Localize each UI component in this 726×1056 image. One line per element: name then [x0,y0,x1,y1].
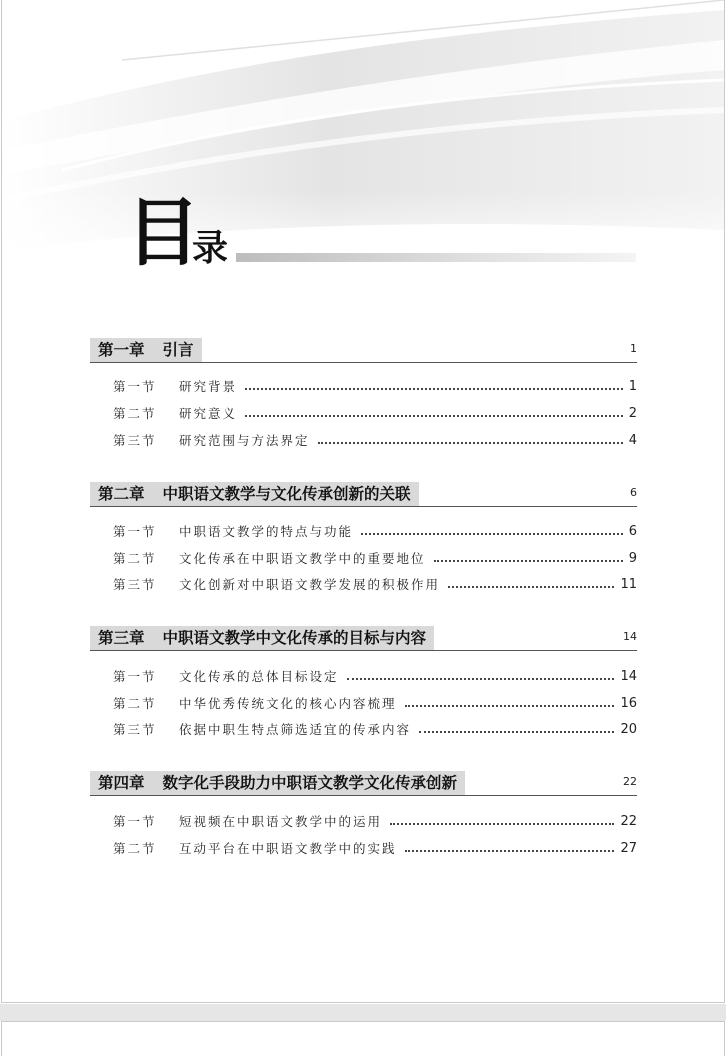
chapter-heading[interactable] [90,482,637,507]
section-entry[interactable] [113,403,637,423]
leader-dots [245,415,623,417]
section-entry[interactable] [113,574,637,594]
section-number: 第三节 [113,433,157,448]
section-page-number: 4 [628,432,637,448]
section-title: 研究意义 [179,406,238,421]
section-number: 第二节 [113,406,157,421]
section-number: 第二节 [113,841,157,856]
leader-dots [405,705,615,707]
section-page-number: 9 [628,550,637,566]
leader-dots [434,560,623,562]
section-number: 第一节 [113,669,157,684]
chapter-title: 中职语文教学中文化传承的目标与内容 [162,629,427,647]
section-entry[interactable] [113,430,637,450]
section-title: 文化传承在中职语文教学中的重要地位 [179,551,426,566]
section-page-number: 16 [620,695,637,711]
chapter-number: 第一章 [98,341,145,359]
toc-page [1,0,725,1003]
section-title: 中职语文教学的特点与功能 [179,524,354,539]
title-underline-bar [236,253,636,262]
leader-dots [448,586,614,588]
toc-title-main-char: 目 [126,190,200,276]
chapter-number: 第三章 [98,629,145,647]
next-page-edge [1,1021,725,1056]
toc-title-second-char: 录 [192,227,229,269]
chapter-label [90,338,202,362]
leader-dots [245,388,623,390]
section-number: 第三节 [113,577,157,592]
chapter-page-number: 22 [623,775,637,788]
chapter-title: 中职语文教学与文化传承创新的关联 [162,485,411,503]
header-swoosh-decoration [2,0,724,270]
chapter-label [90,771,465,795]
section-page-number: 14 [620,668,637,684]
chapter-number: 第二章 [98,485,145,503]
section-page-number: 1 [628,378,637,394]
leader-dots [405,850,615,852]
section-title: 互动平台在中职语文教学中的实践 [179,841,397,856]
chapter-heading[interactable] [90,771,637,796]
section-page-number: 20 [620,721,637,737]
section-title: 文化传承的总体目标设定 [179,669,339,684]
section-title: 短视频在中职语文教学中的运用 [179,814,383,829]
section-page-number: 27 [620,840,637,856]
section-entry[interactable] [113,521,637,541]
section-number: 第一节 [113,524,157,539]
section-entry[interactable] [113,719,637,739]
section-entry[interactable] [113,376,637,396]
section-title: 研究范围与方法界定 [179,433,310,448]
section-page-number: 11 [620,576,637,592]
chapter-label [90,482,419,506]
leader-dots [419,731,614,733]
section-entry[interactable] [113,838,637,858]
section-page-number: 22 [620,813,637,829]
section-title: 中华优秀传统文化的核心内容梳理 [179,696,397,711]
page-separator [0,1004,726,1021]
section-number: 第二节 [113,551,157,566]
section-title: 研究背景 [179,379,238,394]
chapter-heading[interactable] [90,338,637,363]
chapter-number: 第四章 [98,774,145,792]
chapter-page-number: 6 [630,486,637,499]
section-entry[interactable] [113,548,637,568]
section-number: 第三节 [113,722,157,737]
chapter-label [90,626,434,650]
section-entry[interactable] [113,693,637,713]
section-title: 文化创新对中职语文教学发展的积极作用 [179,577,441,592]
section-number: 第一节 [113,379,157,394]
chapter-title: 数字化手段助力中职语文教学文化传承创新 [162,774,458,792]
chapter-title: 引言 [162,341,194,359]
chapter-heading[interactable] [90,626,637,651]
section-number: 第一节 [113,814,157,829]
section-number: 第二节 [113,696,157,711]
section-page-number: 6 [628,523,637,539]
chapter-page-number: 14 [623,630,637,643]
leader-dots [361,533,623,535]
section-title: 依据中职生特点筛选适宜的传承内容 [179,722,412,737]
section-entry[interactable] [113,811,637,831]
leader-dots [347,678,615,680]
section-page-number: 2 [628,405,637,421]
chapter-page-number: 1 [630,342,637,355]
section-entry[interactable] [113,666,637,686]
leader-dots [390,823,614,825]
leader-dots [318,442,623,444]
